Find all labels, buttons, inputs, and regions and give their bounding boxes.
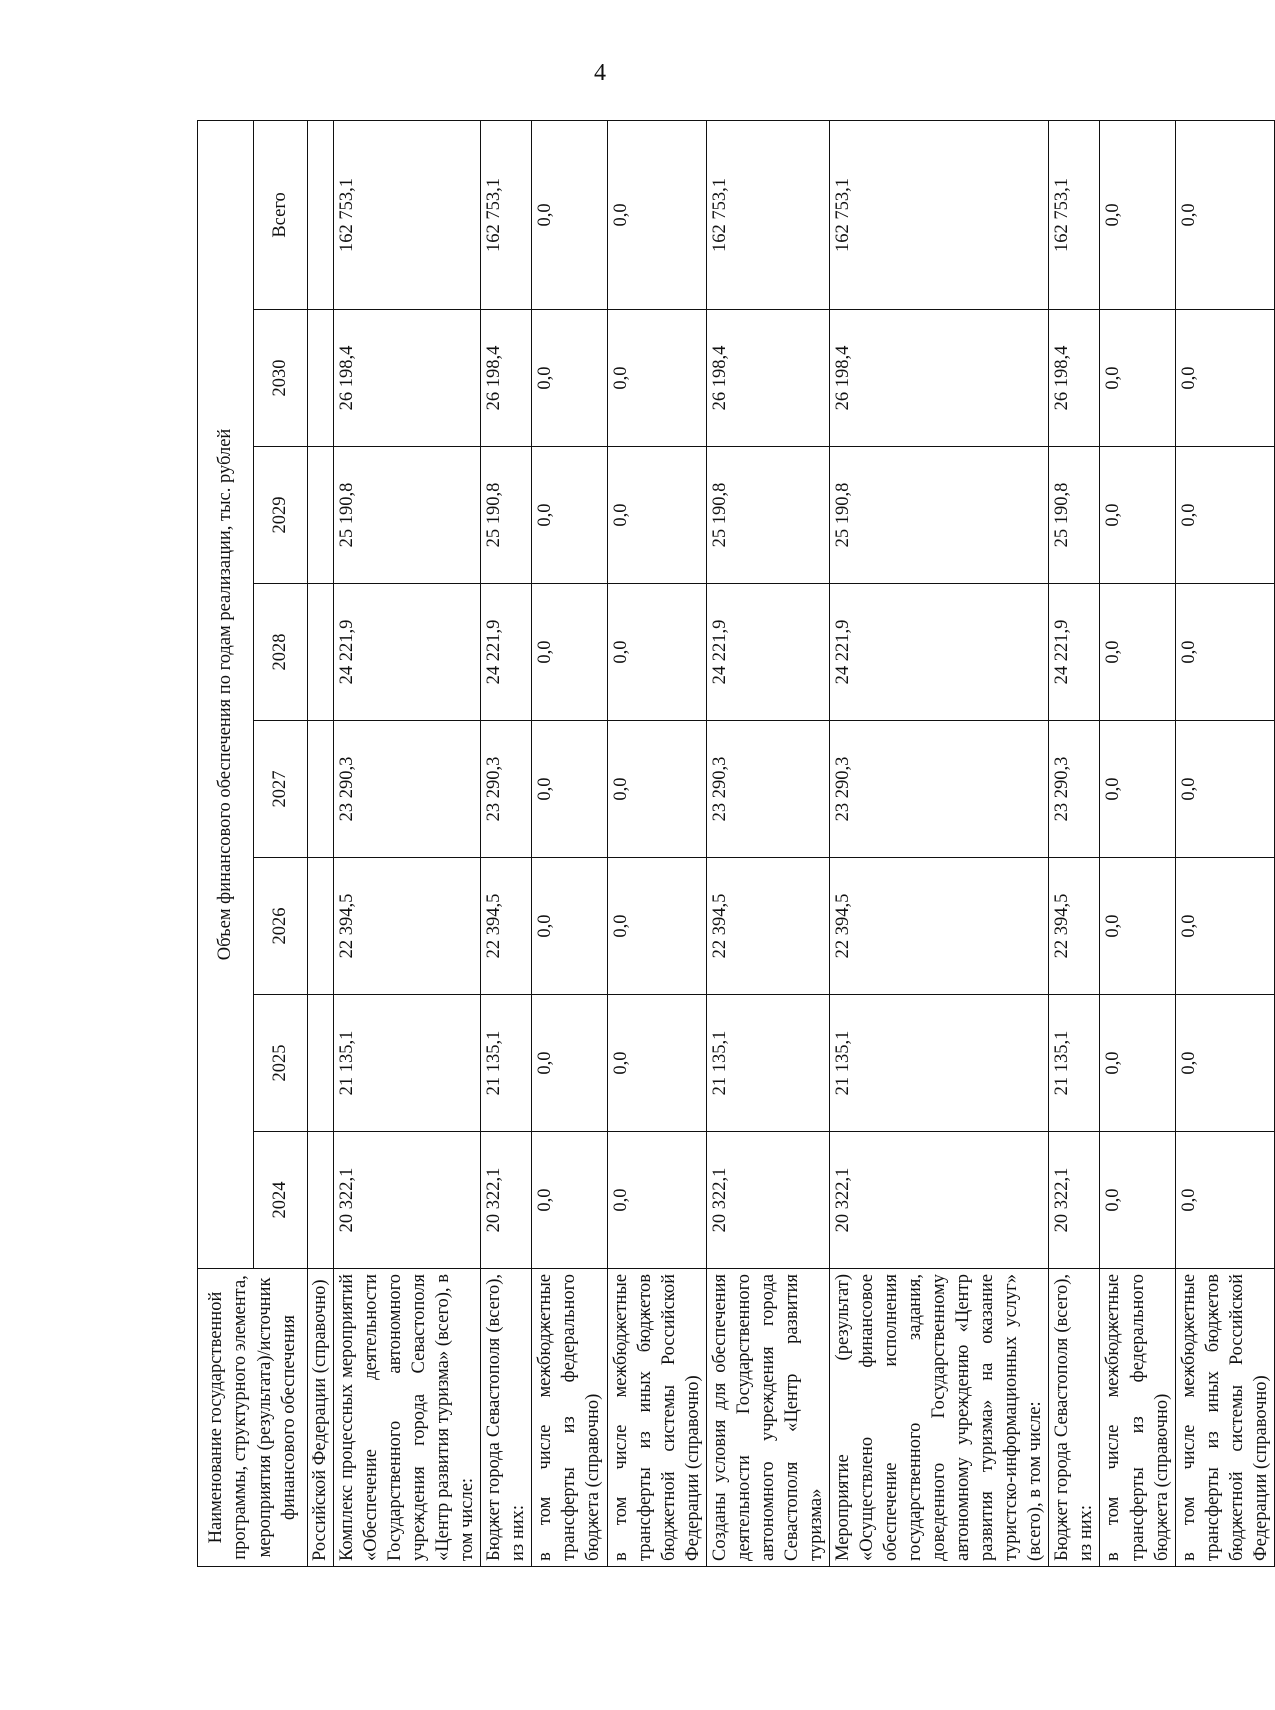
row-value: 23 290,3: [1049, 721, 1100, 858]
table-row: [706, 120, 829, 1566]
row-value: 0,0: [607, 310, 706, 447]
table-row: [829, 120, 1048, 1566]
row-value: 26 198,4: [829, 310, 1048, 447]
row-value: 0,0: [1175, 1132, 1274, 1269]
row-value: [308, 447, 334, 584]
row-value: 20 322,1: [706, 1132, 829, 1269]
table-row: [1175, 120, 1274, 1566]
row-value: [308, 1132, 334, 1269]
row-value: 0,0: [1100, 1132, 1175, 1269]
row-value: [308, 721, 334, 858]
header-year: Всего: [254, 120, 308, 309]
row-value: 0,0: [532, 721, 607, 858]
row-value: 162 753,1: [1049, 120, 1100, 309]
row-value: 0,0: [1175, 995, 1274, 1132]
row-value: 0,0: [607, 447, 706, 584]
header-year: 2026: [254, 858, 308, 995]
row-value: 0,0: [532, 584, 607, 721]
row-value: 20 322,1: [481, 1132, 532, 1269]
row-value: [308, 858, 334, 995]
row-value: 162 753,1: [334, 120, 481, 309]
row-value: 0,0: [1175, 120, 1274, 309]
row-value: 26 198,4: [1049, 310, 1100, 447]
row-value: 0,0: [532, 1132, 607, 1269]
row-value: 23 290,3: [481, 721, 532, 858]
row-value: 26 198,4: [481, 310, 532, 447]
row-value: 22 394,5: [706, 858, 829, 995]
row-value: 0,0: [1175, 310, 1274, 447]
row-value: 0,0: [532, 995, 607, 1132]
row-value: 24 221,9: [829, 584, 1048, 721]
row-value: 25 190,8: [334, 447, 481, 584]
header-year: 2025: [254, 995, 308, 1132]
row-value: [308, 310, 334, 447]
row-name: Мероприятие (результат) «Осуществлено финансовое обеспечение исполнения государственного задания, доведенного Государственному автономному учреждению «Центр развития туризма» на оказание туристско-информационных услуг» (всего), в том числе:: [829, 1269, 1048, 1567]
rotated-table-wrapper: [197, 121, 1271, 1567]
header-year: 2024: [254, 1132, 308, 1269]
row-name: Бюджет города Севастополя (всего), из них:: [1049, 1269, 1100, 1567]
row-value: 0,0: [1100, 584, 1175, 721]
row-value: 23 290,3: [706, 721, 829, 858]
row-value: 20 322,1: [334, 1132, 481, 1269]
row-value: 26 198,4: [334, 310, 481, 447]
row-value: 0,0: [532, 310, 607, 447]
row-value: 0,0: [607, 1132, 706, 1269]
row-value: 0,0: [1100, 447, 1175, 584]
row-value: 24 221,9: [706, 584, 829, 721]
row-value: 0,0: [1100, 721, 1175, 858]
table-row: [481, 120, 532, 1566]
row-value: 21 135,1: [706, 995, 829, 1132]
row-value: 24 221,9: [481, 584, 532, 721]
row-value: 0,0: [1100, 858, 1175, 995]
row-name: в том числе межбюджетные трансферты из иных бюджетов бюджетной системы Российской Федерации (справочно): [1175, 1269, 1274, 1567]
table-row: [1049, 120, 1100, 1566]
row-value: 162 753,1: [829, 120, 1048, 309]
row-value: 20 322,1: [1049, 1132, 1100, 1269]
row-value: 21 135,1: [481, 995, 532, 1132]
row-value: 26 198,4: [706, 310, 829, 447]
header-year: 2027: [254, 721, 308, 858]
header-year: 2030: [254, 310, 308, 447]
row-value: 21 135,1: [334, 995, 481, 1132]
row-value: 21 135,1: [829, 995, 1048, 1132]
row-value: 25 190,8: [1049, 447, 1100, 584]
row-value: 0,0: [607, 120, 706, 309]
row-value: 25 190,8: [481, 447, 532, 584]
row-value: 25 190,8: [829, 447, 1048, 584]
row-value: 21 135,1: [1049, 995, 1100, 1132]
row-value: 162 753,1: [481, 120, 532, 309]
row-value: 0,0: [532, 120, 607, 309]
row-value: 0,0: [1100, 120, 1175, 309]
row-value: [308, 995, 334, 1132]
row-value: 0,0: [607, 584, 706, 721]
row-value: 23 290,3: [334, 721, 481, 858]
row-name: в том числе межбюджетные трансферты из федерального бюджета (справочно): [532, 1269, 607, 1567]
page-number: 4: [594, 60, 606, 86]
header-name-column: Наименование государственной программы, структурного элемента, мероприятия (результата)/источник финансового обеспечения: [198, 1269, 308, 1567]
row-value: 0,0: [607, 995, 706, 1132]
row-value: 22 394,5: [829, 858, 1048, 995]
row-value: 24 221,9: [1049, 584, 1100, 721]
row-value: 22 394,5: [1049, 858, 1100, 995]
header-financing-group: Объем финансового обеспечения по годам реализации, тыс. рублей: [198, 120, 254, 1268]
row-value: 20 322,1: [829, 1132, 1048, 1269]
row-value: 162 753,1: [706, 120, 829, 309]
table-row: [532, 120, 607, 1566]
row-name: Комплекс процессных мероприятий «Обеспечение деятельности Государственного автономного учреждения города Севастополя «Центр развития туризма» (всего), в том числе:: [334, 1269, 481, 1567]
row-value: 0,0: [1175, 858, 1274, 995]
row-name: в том числе межбюджетные трансферты из иных бюджетов бюджетной системы Российской Федерации (справочно): [607, 1269, 706, 1567]
header-year: 2028: [254, 584, 308, 721]
table-row: [334, 120, 481, 1566]
row-name: Российской Федерации (справочно): [308, 1269, 334, 1567]
row-value: [308, 120, 334, 309]
row-name: в том числе межбюджетные трансферты из федерального бюджета (справочно): [1100, 1269, 1175, 1567]
row-value: 0,0: [532, 858, 607, 995]
row-value: [308, 584, 334, 721]
row-value: 23 290,3: [829, 721, 1048, 858]
row-value: 0,0: [607, 721, 706, 858]
row-value: 0,0: [1175, 721, 1274, 858]
table-row: [308, 120, 334, 1566]
row-value: 22 394,5: [481, 858, 532, 995]
row-value: 22 394,5: [334, 858, 481, 995]
row-value: 0,0: [532, 447, 607, 584]
row-value: 0,0: [607, 858, 706, 995]
row-value: 0,0: [1175, 584, 1274, 721]
table-row: [607, 120, 706, 1566]
financing-table: [197, 120, 1275, 1567]
table-row: [1100, 120, 1175, 1566]
row-name: Бюджет города Севастополя (всего), из них:: [481, 1269, 532, 1567]
row-value: 0,0: [1175, 447, 1274, 584]
row-value: 24 221,9: [334, 584, 481, 721]
row-value: 0,0: [1100, 310, 1175, 447]
row-value: 0,0: [1100, 995, 1175, 1132]
row-value: 25 190,8: [706, 447, 829, 584]
row-name: Созданы условия для обеспечения деятельности Государственного автономного учреждения города Севастополя «Центр развития туризма»: [706, 1269, 829, 1567]
header-year: 2029: [254, 447, 308, 584]
